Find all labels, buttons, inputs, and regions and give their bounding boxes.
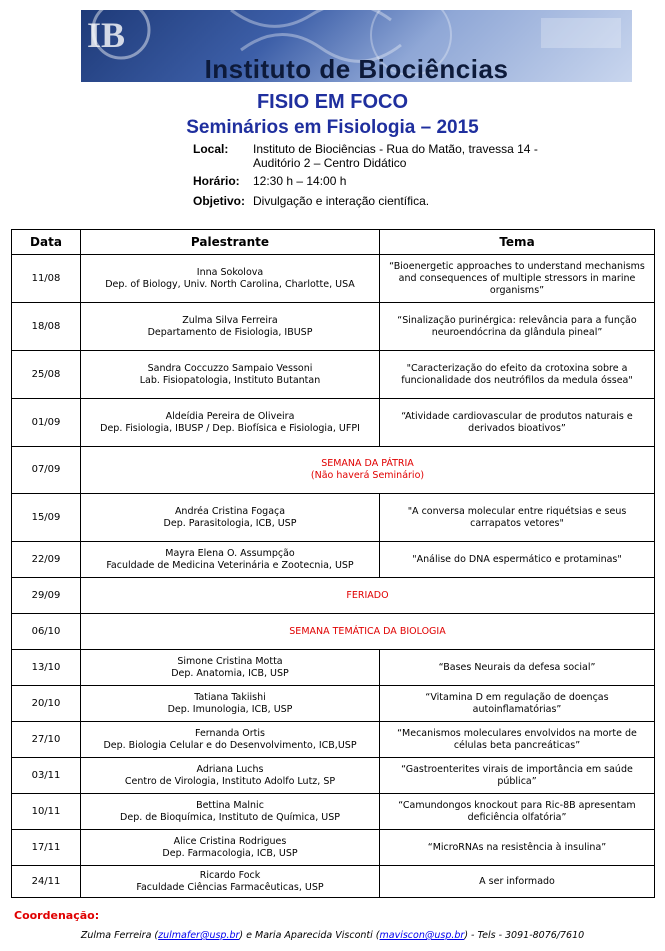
email-link-zulma[interactable]: zulmafer@usp.br — [158, 930, 240, 941]
speaker-name: Bettina Malnic — [196, 799, 264, 811]
info-objetivo — [193, 194, 429, 208]
speaker-affiliation: Centro de Virologia, Instituto Adolfo Lutz, SP — [124, 775, 336, 787]
local-line1: Instituto de Biociências - Rua do Matão, travessa 14 - — [253, 142, 538, 156]
speaker-name: Andréa Cristina Fogaça — [174, 505, 286, 517]
row-speaker-cell — [81, 542, 380, 578]
coordinator-2: ) e Maria Aparecida Visconti ( — [239, 930, 380, 941]
row-theme: “MicroRNAs na resistência à insulina” — [380, 830, 655, 866]
row-speaker-cell — [81, 722, 380, 758]
speaker-affiliation: Faculdade de Medicina Veterinária e Zootecnia, USP — [106, 559, 354, 571]
page-title: FISIO EM FOCO — [256, 91, 409, 113]
speaker-name: Sandra Coccuzzo Sampaio Vessoni — [147, 362, 313, 374]
row-theme: "Caracterização do efeito da crotoxina sobre a funcionalidade dos neutrófilos da medula óssea" — [380, 351, 655, 399]
table-row — [12, 255, 655, 303]
table-row — [12, 303, 655, 351]
row-date: 11/08 — [12, 255, 81, 303]
speaker-affiliation: Dep. Anatomia, ICB, USP — [171, 667, 289, 679]
info-horario — [193, 174, 346, 188]
row-theme: “Vitamina D em regulação de doenças autoinflamatórias” — [380, 686, 655, 722]
row-date: 20/10 — [12, 686, 81, 722]
speaker-name: Tatiana Takiishi — [194, 691, 266, 703]
row-date: 01/09 — [12, 399, 81, 447]
row-special-note — [81, 447, 655, 494]
row-speaker-cell — [81, 866, 380, 898]
row-speaker-cell — [81, 686, 380, 722]
row-date: 10/11 — [12, 794, 81, 830]
coordination-label: Coordenação: — [14, 909, 100, 922]
table-row — [12, 351, 655, 399]
table-row — [12, 758, 655, 794]
row-theme: “Bases Neurais da defesa social” — [380, 650, 655, 686]
objetivo-label: Objetivo: — [193, 194, 246, 208]
special-label: SEMANA DA PÁTRIA — [321, 458, 414, 469]
local-label: Local: — [193, 142, 229, 156]
row-date: 27/10 — [12, 722, 81, 758]
row-theme: “Camundongos knockout para Ric-8B apresentam deficiência olfatória” — [380, 794, 655, 830]
row-speaker-cell — [81, 399, 380, 447]
ib-logo: IB — [87, 15, 126, 55]
row-speaker-cell — [81, 830, 380, 866]
table-row — [12, 794, 655, 830]
horario-label: Horário: — [193, 174, 240, 188]
table-row — [12, 830, 655, 866]
row-special-note — [81, 578, 655, 614]
speaker-affiliation: Dep. of Biology, Univ. North Carolina, Charlotte, USA — [105, 278, 355, 290]
speaker-name: Ricardo Fock — [199, 869, 261, 881]
coordination-footer — [0, 930, 665, 941]
row-speaker-cell — [81, 758, 380, 794]
row-theme: "A conversa molecular entre riquétsias e seus carrapatos vetores" — [380, 494, 655, 542]
speaker-name: Zulma Silva Ferreira — [182, 314, 278, 326]
speaker-affiliation: Faculdade Ciências Farmacêuticas, USP — [136, 881, 324, 893]
speaker-affiliation: Departamento de Fisiologia, IBUSP — [147, 326, 313, 338]
row-date: 24/11 — [12, 866, 81, 898]
row-theme: “Bioenergetic approaches to understand mechanisms and consequences of multiple stressors in marine organisms” — [380, 255, 655, 303]
speaker-name: Adriana Luchs — [196, 763, 264, 775]
table-row — [12, 866, 655, 898]
header-banner — [81, 10, 632, 82]
row-speaker-cell — [81, 650, 380, 686]
special-label: SEMANA TEMÁTICA DA BIOLOGIA — [289, 625, 446, 637]
speaker-name: Inna Sokolova — [196, 266, 264, 278]
special-sublabel: (Não haverá Seminário) — [310, 470, 425, 481]
banner-title: Instituto de Biociências — [204, 54, 509, 82]
row-theme: A ser informado — [380, 866, 655, 898]
table-row — [12, 686, 655, 722]
table-row — [12, 578, 655, 614]
email-link-maria[interactable]: maviscon@usp.br — [379, 930, 465, 941]
speaker-name: Simone Cristina Motta — [177, 655, 283, 667]
row-date: 17/11 — [12, 830, 81, 866]
table-row — [12, 542, 655, 578]
row-theme: "Análise do DNA espermático e protaminas" — [380, 542, 655, 578]
row-theme: “Mecanismos moleculares envolvidos na morte de células beta pancreáticas” — [380, 722, 655, 758]
horario-value: 12:30 h – 14:00 h — [253, 174, 347, 188]
speaker-name: Fernanda Ortis — [195, 727, 265, 739]
row-date: 25/08 — [12, 351, 81, 399]
table-row — [12, 650, 655, 686]
row-date: 18/08 — [12, 303, 81, 351]
table-row — [12, 722, 655, 758]
row-date: 22/09 — [12, 542, 81, 578]
row-speaker-cell — [81, 255, 380, 303]
objetivo-value: Divulgação e interação científica. — [253, 194, 430, 208]
row-date: 06/10 — [12, 614, 81, 650]
page-subtitle: Seminários em Fisiologia – 2015 — [186, 117, 479, 138]
row-speaker-cell — [81, 351, 380, 399]
row-special-note — [81, 614, 655, 650]
header-palestrante: Palestrante — [81, 230, 380, 255]
row-theme: “Gastroenterites virais de importância em saúde pública” — [380, 758, 655, 794]
row-speaker-cell — [81, 303, 380, 351]
row-date: 13/10 — [12, 650, 81, 686]
table-row — [12, 447, 655, 494]
speaker-name: Alice Cristina Rodrigues — [173, 835, 287, 847]
phones: ) - Tels - 3091-8076/7610 — [464, 930, 585, 941]
row-theme: “Atividade cardiovascular de produtos naturais e derivados bioativos” — [380, 399, 655, 447]
speaker-affiliation: Lab. Fisiopatologia, Instituto Butantan — [139, 374, 321, 386]
row-speaker-cell — [81, 494, 380, 542]
row-date: 03/11 — [12, 758, 81, 794]
row-theme: “Sinalização purinérgica: relevância para a função neuroendócrina da glândula pineal” — [380, 303, 655, 351]
header-tema: Tema — [380, 230, 655, 255]
speaker-affiliation: Dep. Fisiologia, IBUSP / Dep. Biofísica e Fisiologia, UFPI — [100, 422, 360, 434]
schedule-table — [11, 229, 655, 898]
speaker-affiliation: Dep. Parasitologia, ICB, USP — [163, 517, 297, 529]
speaker-affiliation: Dep. de Bioquímica, Instituto de Química, USP — [120, 811, 340, 823]
row-date: 29/09 — [12, 578, 81, 614]
local-line2: Auditório 2 – Centro Didático — [253, 156, 407, 170]
header-data: Data — [12, 230, 81, 255]
row-date: 15/09 — [12, 494, 81, 542]
table-row — [12, 494, 655, 542]
speaker-name: Mayra Elena O. Assumpção — [165, 547, 295, 559]
table-row — [12, 399, 655, 447]
special-label: FERIADO — [346, 589, 389, 601]
info-local — [193, 142, 538, 170]
speaker-name: Aldeídia Pereira de Oliveira — [165, 410, 295, 422]
table-header-row — [12, 230, 655, 255]
coordinator-1: Zulma Ferreira ( — [80, 930, 159, 941]
speaker-affiliation: Dep. Imunologia, ICB, USP — [167, 703, 293, 715]
table-row — [12, 614, 655, 650]
row-date: 07/09 — [12, 447, 81, 494]
speaker-affiliation: Dep. Biologia Celular e do Desenvolvimento, ICB,USP — [103, 739, 357, 751]
row-speaker-cell — [81, 794, 380, 830]
schedule-body — [12, 255, 655, 898]
speaker-affiliation: Dep. Farmacologia, ICB, USP — [162, 847, 298, 859]
